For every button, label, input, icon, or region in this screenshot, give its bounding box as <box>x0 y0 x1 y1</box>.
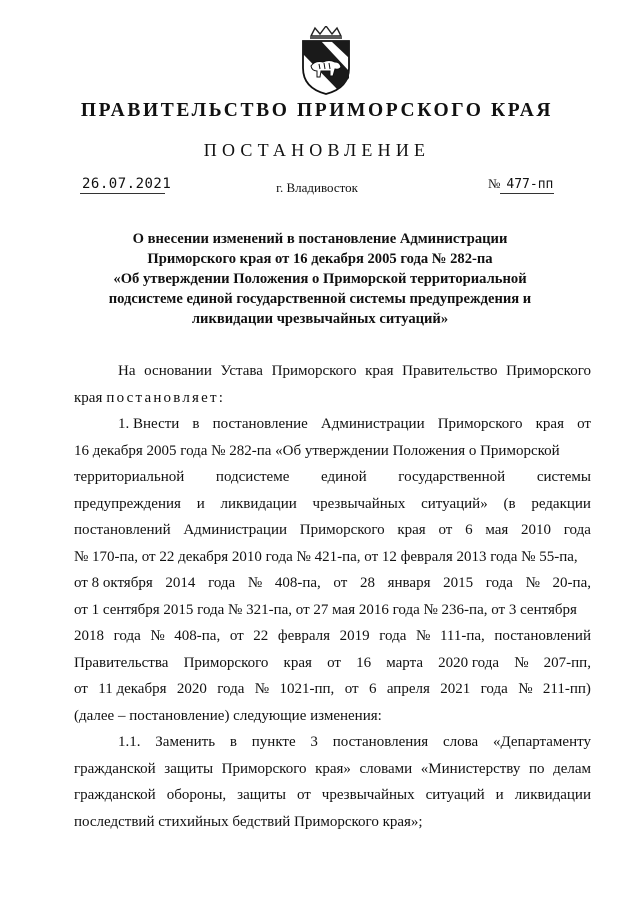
body-line <box>74 623 591 650</box>
title-line: ликвидации чрезвычайных ситуаций» <box>191 311 449 327</box>
body-word: пункте <box>251 734 296 750</box>
body-word: Правительство <box>402 363 498 379</box>
body-word: 2019 <box>339 628 370 644</box>
body-word: от <box>577 416 591 432</box>
body-line <box>74 756 591 783</box>
body-word: ликвидации <box>514 787 591 803</box>
body-word: января <box>387 575 431 591</box>
body-word: и <box>196 495 205 512</box>
body-word: Приморского <box>437 416 523 432</box>
document-city: г. Владивосток <box>276 180 358 195</box>
body-text: (далее – постановление) следующие изменения: <box>74 707 382 724</box>
body-word: Приморского <box>183 654 269 671</box>
body-word: от <box>333 575 348 591</box>
body-word: № <box>416 628 431 644</box>
body-word: края <box>283 654 312 671</box>
body-word: края <box>535 416 564 432</box>
body-word: ситуаций <box>425 787 485 803</box>
title-line: подсистеме единой государственной системы предупреждения и <box>108 291 532 307</box>
body-word: Приморского <box>506 363 591 379</box>
body-word: территориальной <box>74 469 185 485</box>
body-word: апреля <box>386 681 430 697</box>
body-word: системы <box>536 469 591 485</box>
body-word: в <box>229 734 237 750</box>
body-word: редакции <box>531 495 591 512</box>
number-underline <box>500 193 554 194</box>
body-word: от 8 октября <box>74 575 153 591</box>
body-word: года <box>113 628 141 644</box>
body-text: края <box>74 389 103 406</box>
body-word: Заменить <box>155 734 216 750</box>
body-word: 22 <box>253 628 269 644</box>
body-word: слова <box>442 734 479 750</box>
body-word: от <box>327 654 341 671</box>
body-word: края <box>365 363 394 379</box>
body-word: года <box>480 681 508 697</box>
body-word: от <box>438 522 453 538</box>
body-word: года <box>485 575 513 591</box>
body-text: 16 декабря 2005 года № 282-па «Об утверждении Положения о Приморской <box>74 442 560 459</box>
body-word: постановлений <box>494 628 591 644</box>
document-body <box>74 358 591 835</box>
body-word: мая <box>485 522 509 538</box>
body-word: года <box>563 522 591 538</box>
body-word: марта <box>386 654 423 671</box>
title-line: «Об утверждении Положения о Приморской территориальной <box>113 271 527 287</box>
body-word: № <box>254 681 270 697</box>
body-word: предупреждения <box>74 495 181 512</box>
body-word: защиты <box>237 787 286 803</box>
body-word: № <box>150 628 165 644</box>
body-word: «Министерству <box>420 760 521 777</box>
body-word: Приморского <box>271 363 357 379</box>
body-line <box>74 676 591 703</box>
body-word: 1. Внести <box>118 416 180 432</box>
body-word: подсистеме <box>215 469 290 485</box>
body-word: 111-па, <box>439 628 485 644</box>
body-word: 2014 <box>165 575 196 591</box>
body-word: и <box>495 787 504 803</box>
body-word: года <box>379 628 407 644</box>
body-line <box>74 729 591 756</box>
body-line <box>74 650 591 677</box>
number-value: 477-пп <box>506 177 554 192</box>
body-word: № <box>247 575 263 591</box>
body-word: постановления <box>332 734 429 750</box>
body-word: 207-пп, <box>543 654 591 671</box>
body-word: 3 <box>310 734 318 750</box>
body-word: защиты <box>164 760 214 777</box>
title-line: Приморского края от 16 декабря 2005 года № 282-па <box>147 251 493 267</box>
body-word: 6 <box>465 522 473 538</box>
body-word: единой <box>320 469 367 485</box>
title-line: О внесении изменений в постановление Администрации <box>132 231 508 247</box>
body-word: 1.1. <box>118 734 141 750</box>
body-line <box>74 782 591 809</box>
body-word: гражданской <box>74 760 156 777</box>
body-word: 211-пп) <box>542 681 591 697</box>
body-word: «Департаменту <box>492 734 591 750</box>
body-word: 11 декабря <box>98 681 167 697</box>
body-text-spaced: постановляет: <box>106 389 226 406</box>
number-sign: № <box>488 176 501 191</box>
body-word: года <box>217 681 245 697</box>
organization-name: ПРАВИТЕЛЬСТВО ПРИМОРСКОГО КРАЯ <box>80 100 554 121</box>
body-word: основании <box>144 363 212 379</box>
body-line <box>74 703 591 730</box>
body-word: 2015 <box>443 575 474 591</box>
body-word: года <box>208 575 236 591</box>
body-text: последствий стихийных бедствий Приморского края»; <box>74 813 423 830</box>
body-word: 2021 <box>440 681 471 697</box>
body-word: делам <box>553 760 591 777</box>
document-kind: ПОСТАНОВЛЕНИЕ <box>203 140 431 160</box>
body-word: 2020 года <box>438 654 500 671</box>
body-word: края <box>397 522 426 538</box>
body-word: 1021-пп, <box>279 681 335 697</box>
body-word: № <box>518 681 533 697</box>
body-word: от <box>229 628 244 644</box>
document-title <box>70 229 570 329</box>
body-word: 20-па, <box>552 575 591 591</box>
body-line <box>74 517 591 544</box>
body-word: (в <box>503 495 516 512</box>
body-word: постановлений <box>74 522 171 538</box>
body-word: № <box>525 575 540 591</box>
body-word: ситуаций» <box>421 495 488 512</box>
body-word: февраля <box>277 628 331 644</box>
body-word: словами <box>359 760 413 777</box>
body-word: 16 <box>356 654 372 671</box>
body-word: постановление <box>212 416 308 432</box>
body-word: по <box>528 760 545 777</box>
body-word: обороны, <box>166 787 227 803</box>
body-word: Правительства <box>74 654 169 671</box>
body-word: чрезвычайных <box>312 495 406 512</box>
body-word: от <box>74 681 88 697</box>
body-word: 408-па, <box>274 575 321 591</box>
body-word: Приморского <box>299 522 385 538</box>
body-word: 28 <box>359 575 375 591</box>
body-line <box>74 570 591 597</box>
body-line <box>74 544 591 571</box>
body-word: в <box>192 416 200 432</box>
body-line <box>74 358 591 385</box>
body-word: края» <box>315 760 351 777</box>
body-line <box>74 491 591 518</box>
body-line <box>74 597 591 624</box>
body-word: Администрации <box>183 522 288 538</box>
body-word: На <box>118 363 136 379</box>
body-line <box>74 809 591 836</box>
body-line <box>74 385 591 412</box>
body-word: 2020 <box>176 681 207 697</box>
body-word: 6 <box>368 681 377 697</box>
document-number <box>488 176 553 192</box>
body-word: 2018 <box>74 628 104 644</box>
document-date: 26.07.2021 <box>82 176 172 192</box>
body-word: от <box>344 681 359 697</box>
body-word: Приморского <box>221 760 307 777</box>
body-word: 408-па, <box>174 628 221 644</box>
body-line <box>74 464 591 491</box>
body-word: гражданской <box>74 787 156 803</box>
body-word: чрезвычайных <box>321 787 415 803</box>
body-text: № 170-па, от 22 декабря 2010 года № 421-па, от 12 февраля 2013 года № 55-па, <box>74 548 578 565</box>
body-word: № <box>514 654 529 671</box>
body-word: ликвидации <box>220 495 297 512</box>
body-word: 2010 <box>521 522 552 538</box>
body-word: Администрации <box>320 416 425 432</box>
coat-of-arms-icon <box>293 26 359 96</box>
body-line <box>74 438 591 465</box>
body-word: Устава <box>220 363 263 379</box>
body-word: государственной <box>398 469 506 485</box>
body-line <box>74 411 591 438</box>
body-word: от <box>296 787 311 803</box>
body-text: от 1 сентября 2015 года № 321-па, от 27 мая 2016 года № 236-па, от 3 сентября <box>74 601 577 618</box>
